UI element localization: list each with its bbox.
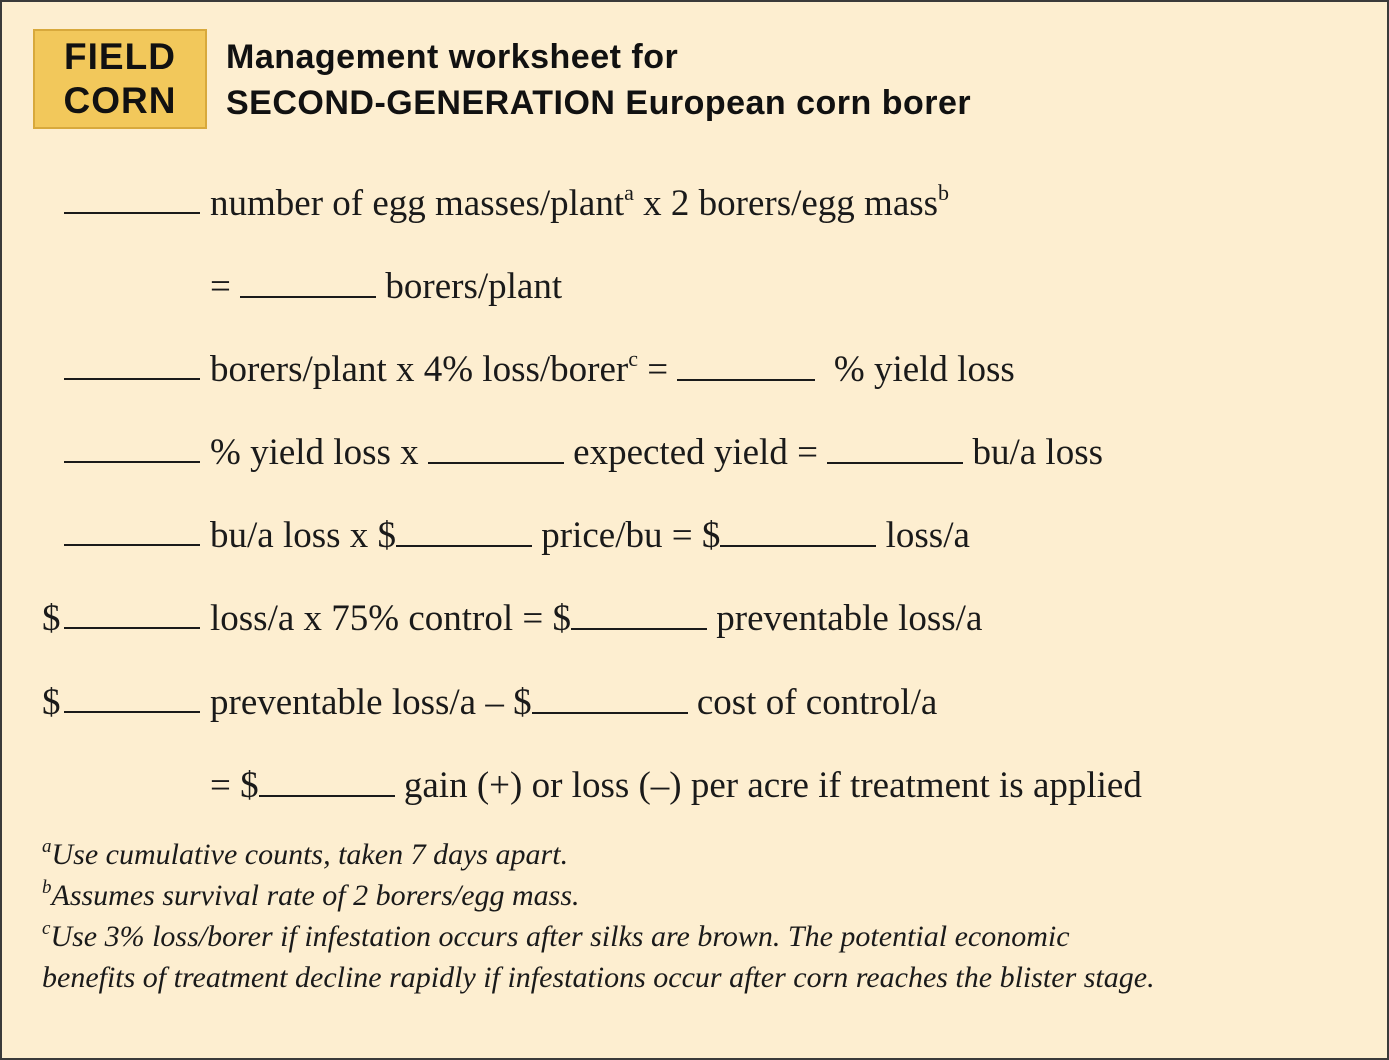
blank-expected-yield[interactable] [428, 432, 564, 464]
blank-net-gain-loss[interactable] [259, 765, 395, 797]
badge-line-1: FIELD [64, 36, 176, 77]
blank-preventable-loss[interactable] [571, 598, 707, 630]
title-line-1: Management worksheet for [226, 38, 679, 76]
blank-yield-loss-input[interactable] [64, 431, 200, 463]
row-7-text: preventable loss/a – $ cost of control/a [210, 682, 938, 723]
blank-borers-per-plant[interactable] [240, 266, 376, 298]
row-2-text: = borers/plant [210, 266, 563, 307]
row-6-dollar-sign: $ [42, 598, 61, 639]
blank-egg-masses[interactable] [64, 182, 200, 214]
row-3-text: borers/plant x 4% loss/borer$^c$ = % yield loss [210, 346, 1015, 390]
blank-bushel-loss[interactable] [827, 432, 963, 464]
footnote-c: $^c$Use 3% loss/borer if infestation occurs after silks are brown. The potential economic [42, 918, 1070, 953]
blank-cost-of-control[interactable] [532, 682, 688, 714]
blank-bushel-loss-input[interactable] [64, 514, 200, 546]
footnote-a: $^a$Use cumulative counts, taken 7 days apart. [42, 836, 569, 871]
blank-yield-loss-percent[interactable] [677, 349, 815, 381]
blank-loss-per-acre-input[interactable] [64, 597, 200, 629]
worksheet-title [226, 34, 971, 126]
row-6-text: loss/a x 75% control = $ preventable loss/a [210, 598, 983, 639]
row-4-text: % yield loss x expected yield = bu/a loss [210, 432, 1103, 473]
blank-preventable-loss-input[interactable] [64, 681, 200, 713]
footnote-b: $^b$Assumes survival rate of 2 borers/egg mass. [42, 877, 580, 912]
row-5-text: bu/a loss x $ price/bu = $ loss/a [210, 515, 970, 556]
blank-loss-per-acre[interactable] [720, 515, 876, 547]
blank-borers-plant-input[interactable] [64, 348, 200, 380]
row-1-text: number of egg masses/plant$^a$ x 2 borers/egg mass$^b$ [210, 180, 950, 224]
crop-badge [33, 29, 207, 129]
footnote-c-continued: benefits of treatment decline rapidly if infestations occur after corn reaches the blister stage. [42, 961, 1155, 994]
row-8-text: = $ gain (+) or loss (–) per acre if treatment is applied [210, 765, 1142, 806]
badge-line-2: CORN [63, 80, 177, 121]
blank-price-per-bushel[interactable] [396, 515, 532, 547]
row-7-dollar-sign: $ [42, 682, 61, 723]
title-line-2: SECOND-GENERATION European corn borer [226, 84, 972, 122]
